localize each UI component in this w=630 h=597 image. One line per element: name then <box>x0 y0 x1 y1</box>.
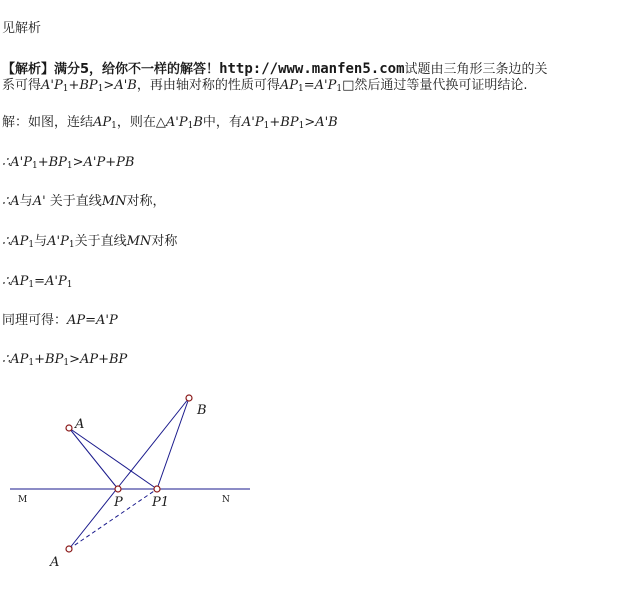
geometry-figure <box>0 388 270 588</box>
point-a <box>66 425 72 431</box>
analysis-bracket-label: 【解析】 <box>2 62 55 77</box>
label-b: B <box>197 403 207 418</box>
intro-middle: ，再由轴对称的性质可得 <box>136 78 280 93</box>
label-a-prime: A <box>50 555 60 570</box>
point-b <box>186 395 192 401</box>
point-a-prime <box>66 546 72 552</box>
solution-step-7: $\therefore AP_1+BP_1>AP+BP$ <box>2 352 128 368</box>
intro-end: □然后通过等量代换可证明结论. <box>342 78 528 93</box>
label-m: M <box>18 495 28 505</box>
intro-expr-c: $AP_1=A'P_1$ <box>279 78 343 94</box>
point-p <box>115 486 121 492</box>
segment-a-p1 <box>69 428 157 489</box>
solution-step-3: ∴A与A' 关于直线MN对称， <box>2 194 166 209</box>
segment-a-prime-p1 <box>69 489 157 549</box>
solution-step-1: 解：如图，连结$AP_1$，则在$\triangle A'P_1B$中，有$A'P_1+BP_1>A'B$ <box>2 115 338 131</box>
label-a: A <box>75 417 85 432</box>
solution-step-6: 同理可得：AP=A'P <box>2 313 118 328</box>
point-p1 <box>154 486 160 492</box>
solution-step-5: $\therefore AP_1=A'P_1$ <box>2 274 73 290</box>
banner-slogan: 满分5，给你不一样的解答！ <box>54 62 220 77</box>
intro-prefix: 系可得 <box>2 78 42 93</box>
solution-step-4: $\therefore AP_1$与$A'P_1$关于直线MN对称 <box>2 234 178 250</box>
segment-a-p <box>69 428 118 489</box>
banner-line <box>2 61 548 78</box>
label-p: P <box>114 495 123 510</box>
intro-line-2 <box>2 78 528 97</box>
solution-step-2: $\therefore A'P_1+BP_1>A'P+PB$ <box>2 155 135 171</box>
intro-text: 试题由三角形三条边的关 <box>404 62 548 77</box>
label-n: N <box>222 495 230 505</box>
label-p1: P1 <box>152 495 170 510</box>
segment-a-prime-b <box>69 398 189 549</box>
intro-expr-a: $A'P_1+BP_1>A'B$ <box>41 78 137 94</box>
answer-header: 见解析 <box>2 21 42 36</box>
source-url[interactable]: http://www.manfen5.com <box>219 61 405 77</box>
segment-b-p1 <box>157 398 189 489</box>
